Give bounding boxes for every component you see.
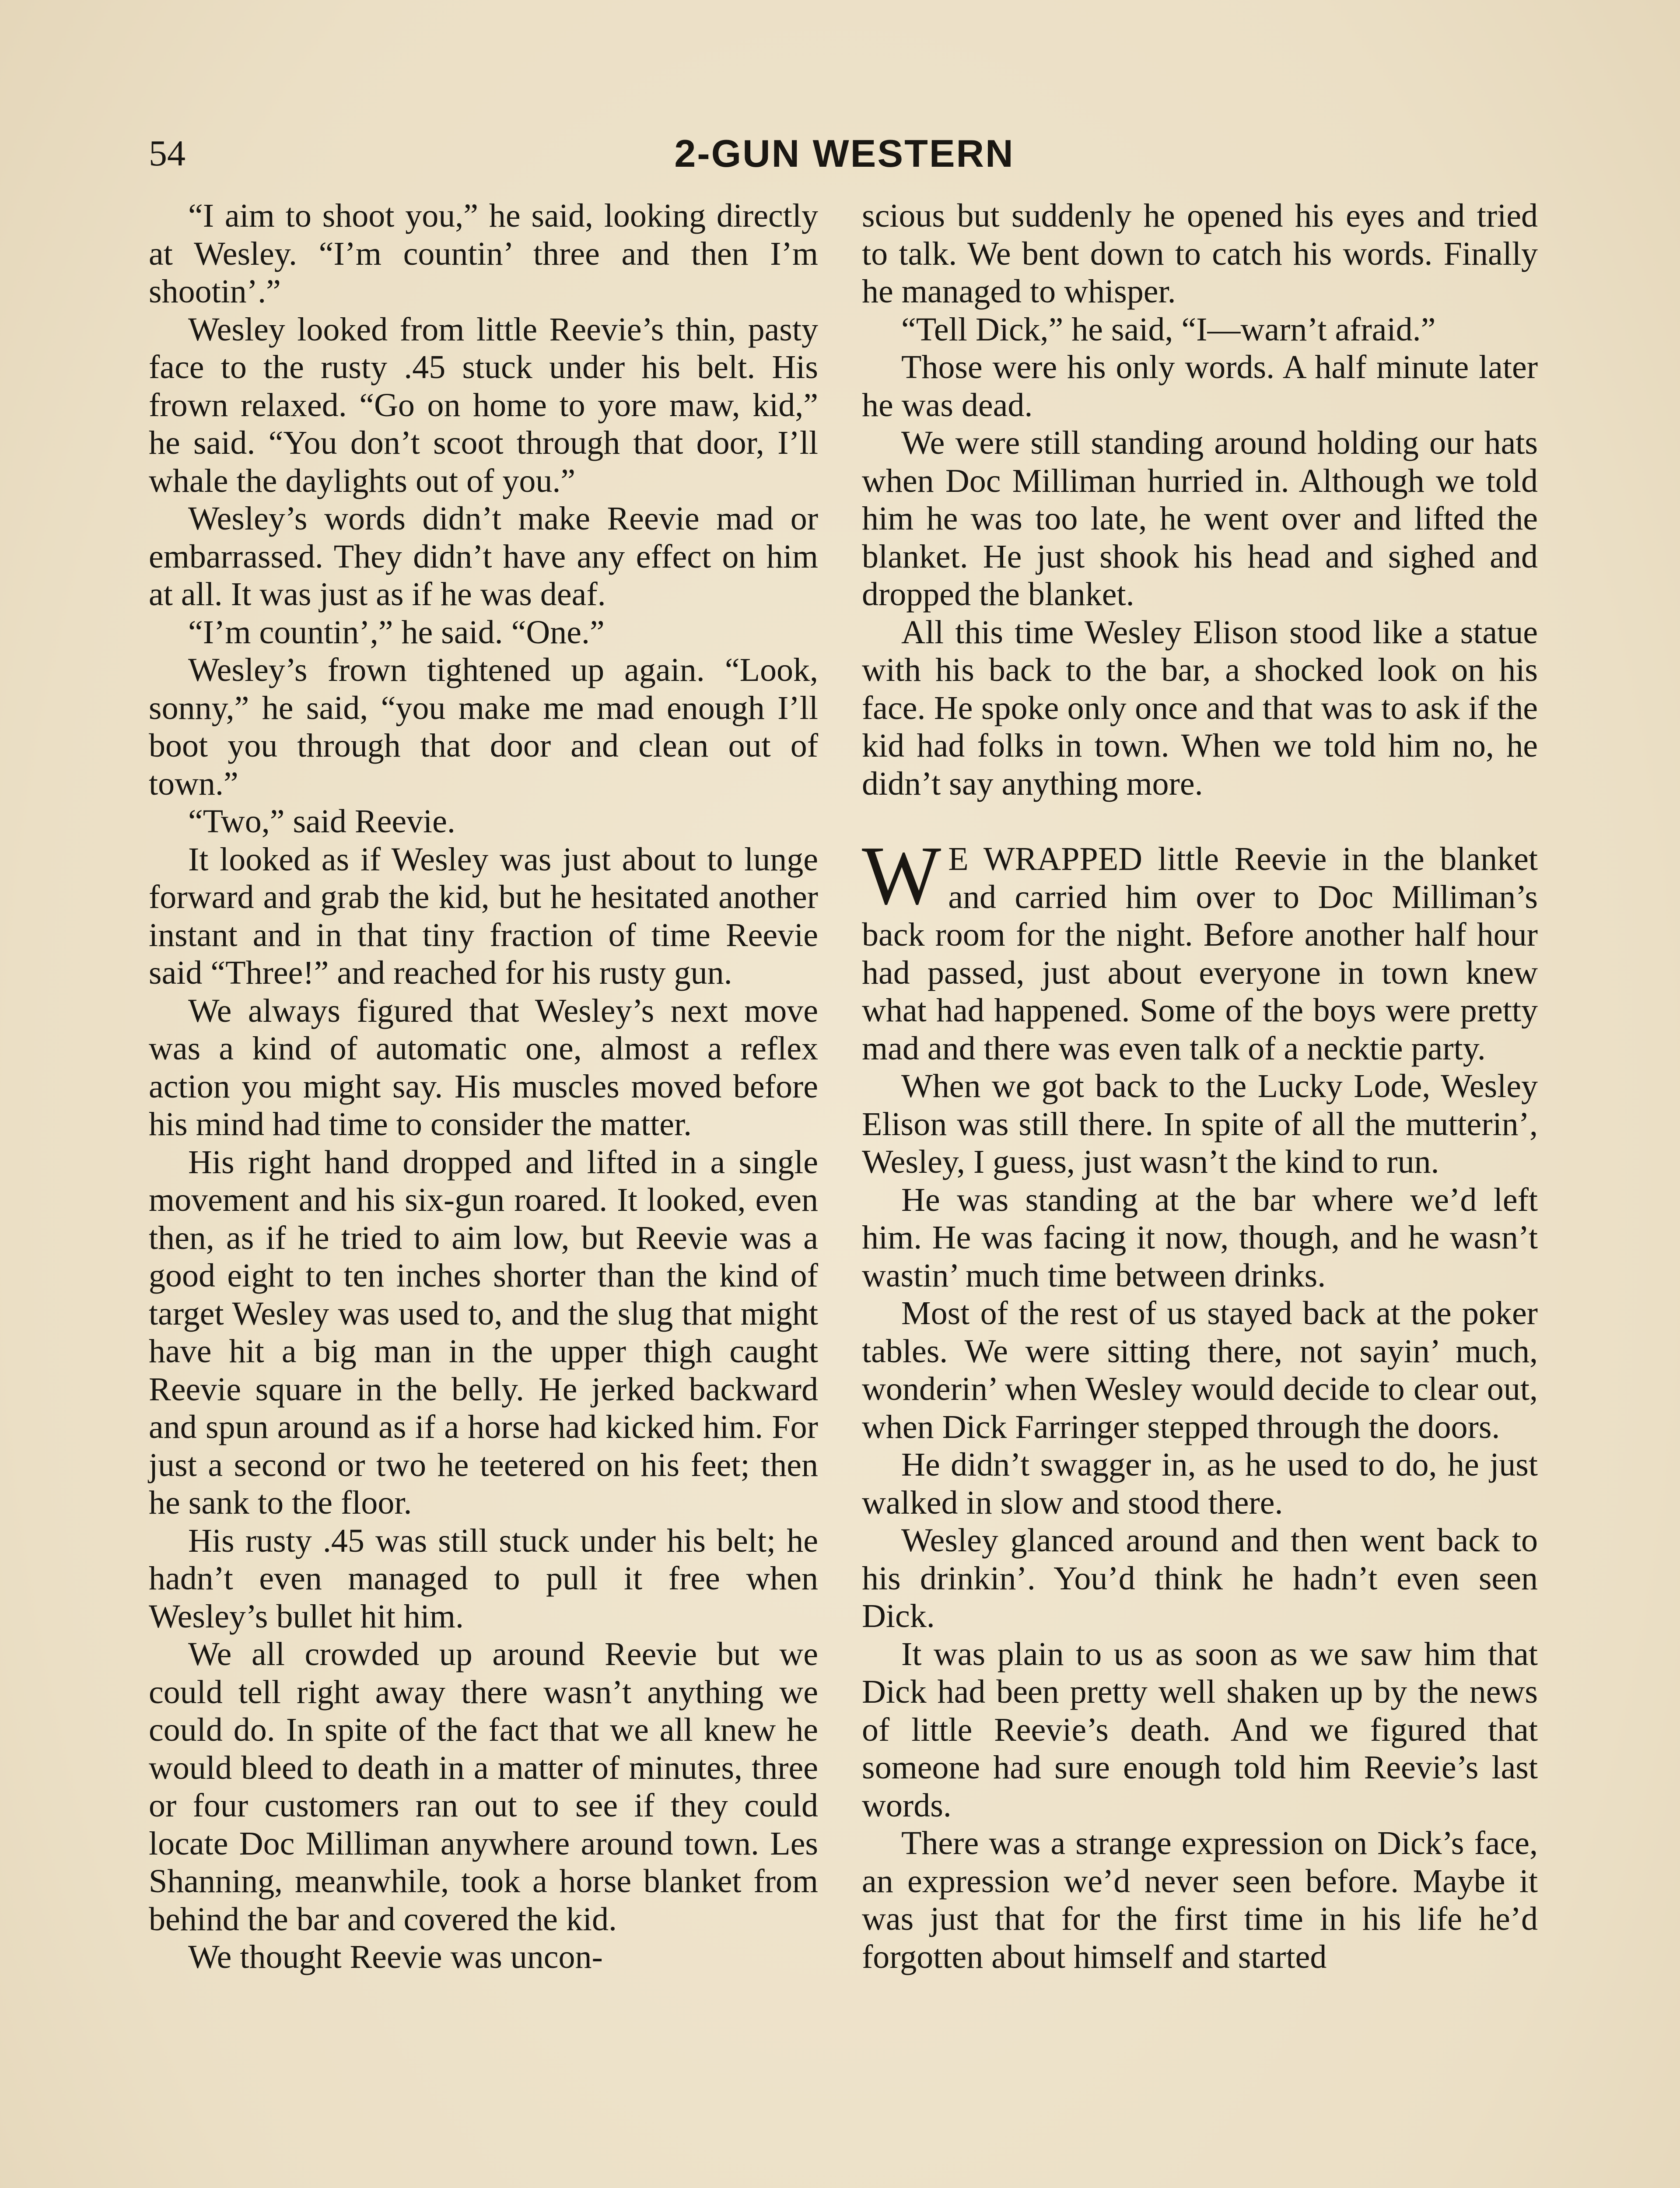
paragraph: Wesley glanced around and then went back to his drinkin’. You’d think he hadn’t even seen Dick. — [862, 1522, 1538, 1634]
paragraph: There was a strange expression on Dick’s face, an expression we’d never seen before. Maybe it was just that for the first time in his life he’d forgotten about himself and started — [862, 1825, 1538, 1975]
paragraph: Those were his only words. A half minute later he was dead. — [862, 349, 1538, 424]
paragraph: It looked as if Wesley was just about to lunge forward and grab the kid, but he hesitated another instant and in that tiny fraction of time Reevie said “Three!” and reached for his rusty gun. — [149, 841, 818, 991]
paragraph: He was standing at the bar where we’d left him. He was facing it now, though, and he wasn’t wastin’ much time between drinks. — [862, 1181, 1538, 1294]
paragraph: He didn’t swagger in, as he used to do, he just walked in slow and stood there. — [862, 1446, 1538, 1521]
paragraph: We were still standing around holding our hats when Doc Milliman hurried in. Although we told him he was too late, he went over and lifted the blanket. He just shook his head and sighed and dropped the blanket. — [862, 424, 1538, 613]
paragraph-text: little Reevie in the blanket and carried him over to Doc Milliman’s back room for the night. Before another half hour had passed, just about everyone in town knew what had happened. Some of the boys were pretty mad and there was even talk of a necktie party. — [862, 841, 1538, 1067]
paragraph: We always figured that Wesley’s next move was a kind of automatic one, almost a reflex action you might say. His muscles moved before his mind had time to consider the matter. — [149, 992, 818, 1143]
paragraph: “Two,” said Reevie. — [188, 803, 455, 840]
paragraph: His right hand dropped and lifted in a single movement and his six-gun roared. It looked, even then, as if he tried to aim low, but Reevie was a good eight to ten inches shorter than the kind of target Wesley was used to, and the slug that might have hit a big man in the upper thigh caught Reevie square in the belly. He jerked backward and spun around as if a horse had kicked him. For just a second or two he teetered on his feet; then he sank to the floor. — [149, 1143, 818, 1521]
running-title: 2-GUN WESTERN — [674, 132, 1015, 175]
section-opening-paragraph — [862, 829, 1538, 1067]
page-header — [149, 130, 1540, 178]
right-column — [862, 197, 1538, 1976]
continued-paragraph: scious but suddenly he opened his eyes and tried to talk. We bent down to catch his words. Finally he managed to whisper. — [862, 197, 1538, 310]
paragraph: “I aim to shoot you,” he said, looking directly at Wesley. “I’m countin’ three and then I’m shootin’.” — [149, 197, 818, 310]
page-number: 54 — [149, 133, 186, 174]
paragraph: Wesley’s frown tightened up again. “Look, sonny,” he said, “you make me mad enough I’ll boot you through that door and clean out of town.” — [149, 652, 818, 802]
drop-cap: W — [862, 829, 942, 922]
paragraph: We thought Reevie was uncon- — [188, 1939, 603, 1975]
left-column — [149, 197, 818, 1976]
paragraph: When we got back to the Lucky Lode, Wesley Elison was still there. In spite of all the mutterin’, Wesley, I guess, just wasn’t the kind to run. — [862, 1068, 1538, 1180]
paragraph: It was plain to us as soon as we saw him that Dick had been pretty well shaken up by the news of little Reevie’s death. And we figured that someone had sure enough told him Reevie’s last words. — [862, 1635, 1538, 1824]
paragraph: Wesley’s words didn’t make Reevie mad or embarrassed. They didn’t have any effect on him at all. It was just as if he was deaf. — [149, 500, 818, 613]
paragraph: Most of the rest of us stayed back at the poker tables. We were sitting there, not sayin’ much, wonderin’ when Wesley would decide to clear out, when Dick Farringer stepped through the doors. — [862, 1295, 1538, 1445]
paragraph: “I’m countin’,” he said. “One.” — [188, 614, 605, 651]
paragraph: His rusty .45 was still stuck under his belt; he hadn’t even managed to pull it free when Wesley’s bullet hit him. — [149, 1522, 818, 1635]
paragraph: We all crowded up around Reevie but we could tell right away there wasn’t anything we could do. In spite of the fact that we all knew he would bleed to death in a matter of minutes, three or four customers ran out to see if they could locate Doc Milliman anywhere around town. Les Shanning, meanwhile, took a horse blanket from behind the bar and covered the kid. — [149, 1636, 818, 1938]
paragraph: All this time Wesley Elison stood like a statue with his back to the bar, a shocked look on his face. He spoke only once and that was to ask if the kid had folks in town. When we told him no, he didn’t say anything more. — [862, 614, 1538, 802]
paragraph: Wesley looked from little Reevie’s thin, pasty face to the rusty .45 stuck under his belt. His frown relaxed. “Go on home to yore maw, kid,” he said. “You don’t scoot through that door, I’ll whale the daylights out of you.” — [149, 311, 818, 499]
paragraph: “Tell Dick,” he said, “I—warn’t afraid.” — [901, 311, 1436, 348]
lead-in-text: E WRAPPED — [948, 841, 1143, 877]
